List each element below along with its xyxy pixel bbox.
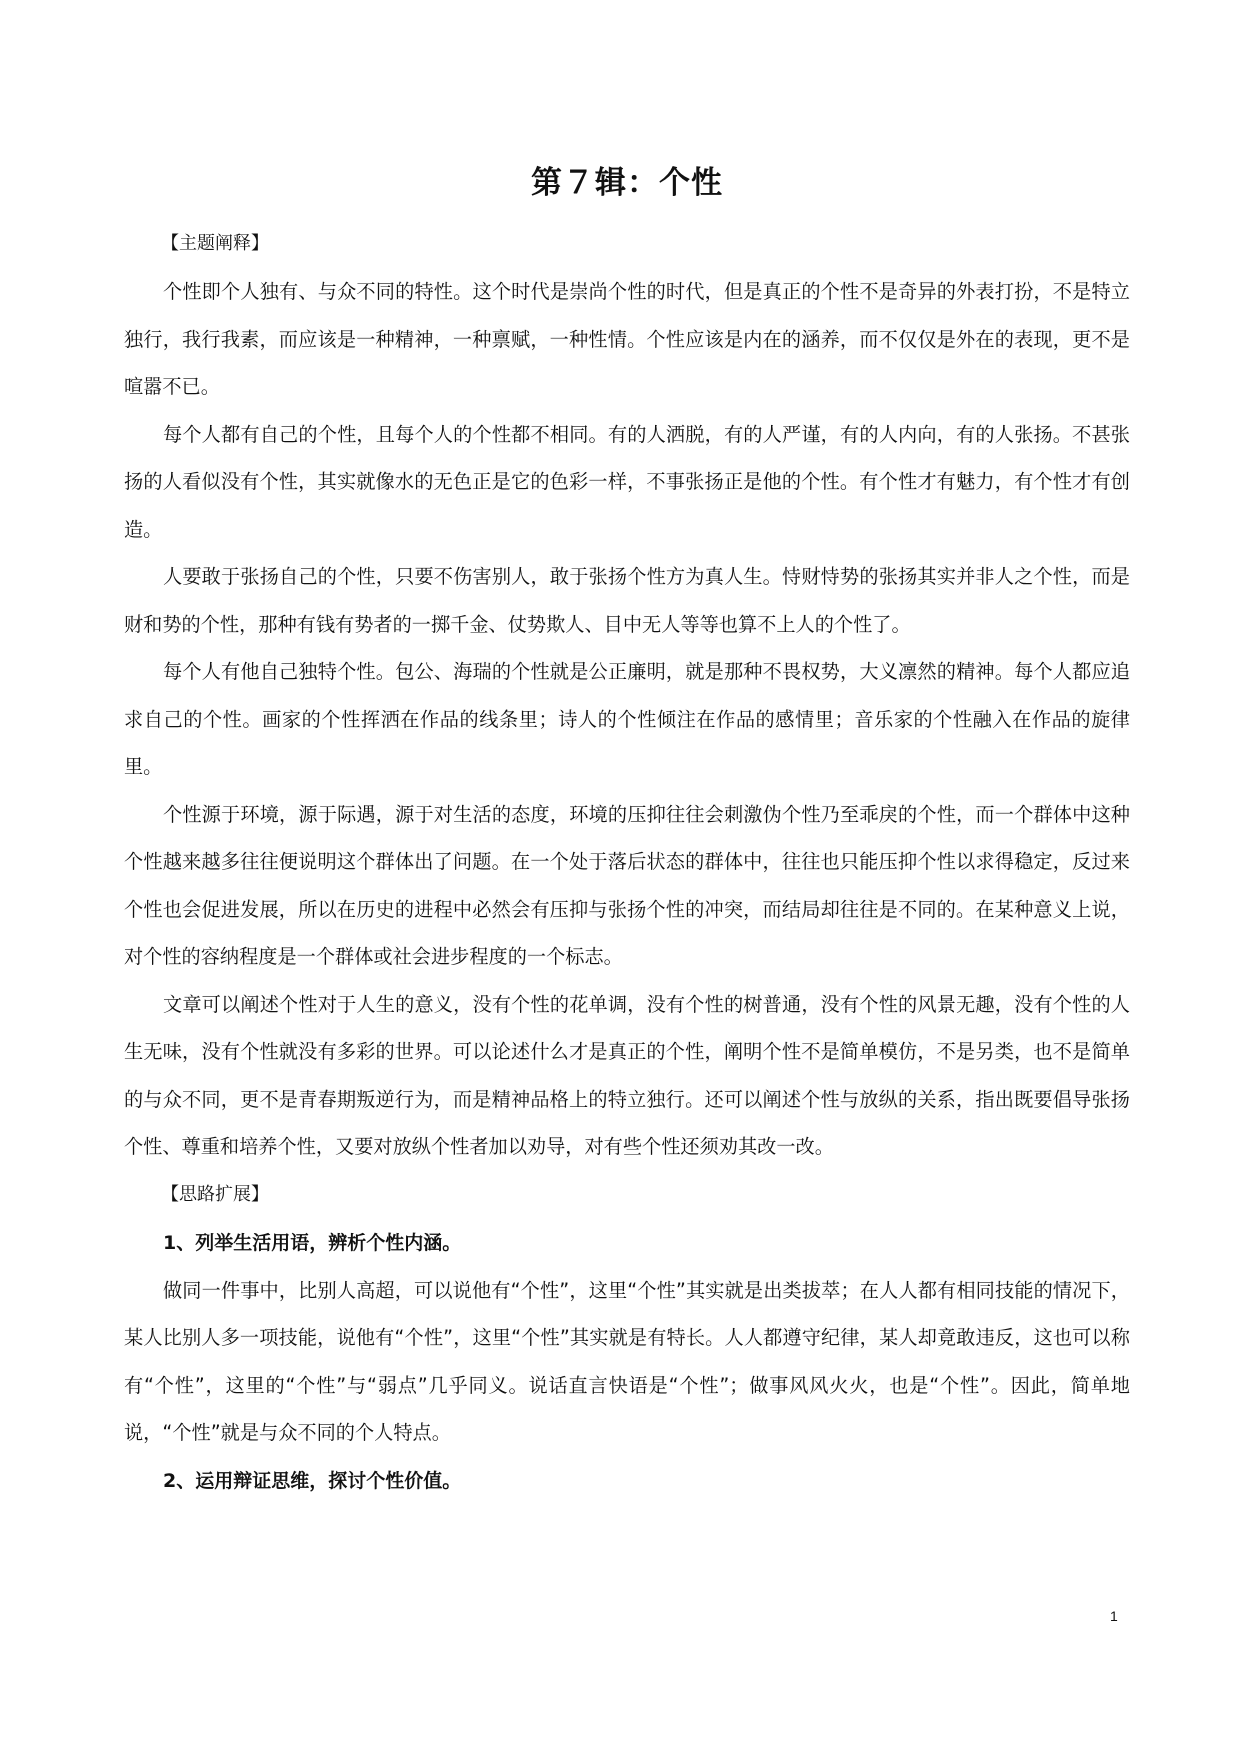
paragraph-theme-1: 个性即个人独有、与众不同的特性。这个时代是崇尚个性的时代，但是真正的个性不是奇异的外表打扮，不是特立独行，我行我素，而应该是一种精神，一种禀赋，一种性情。个性应该是内在的涵养，而不仅仅是外在的表现，更不是喧嚣不已。 xyxy=(124,280,1130,398)
paragraph-theme-2: 每个人都有自己的个性，且每个人的个性都不相同。有的人洒脱，有的人严谨，有的人内向，有的人张扬。不甚张扬的人看似没有个性，其实就像水的无色正是它的色彩一样，不事张扬正是他的个性。有个性才有魅力，有个性才有创造。 xyxy=(124,422,1130,541)
subheading-1: 1、列举生活用语，辨析个性内涵。 xyxy=(163,1231,462,1254)
paragraph-theme-3: 人要敢于张扬自己的个性，只要不伤害别人，敢于张扬个性方为真人生。恃财恃势的张扬其实并非人之个性，而是财和势的个性，那种有钱有势者的一掷千金、仗势欺人、目中无人等等也算不上人的个性了。 xyxy=(124,565,1130,636)
subheading-2: 2、运用辩证思维，探讨个性价值。 xyxy=(163,1469,462,1492)
page-number: 1 xyxy=(1110,1608,1118,1624)
section-heading-theme: 【主题阐释】 xyxy=(161,233,269,254)
paragraph-theme-4: 每个人有他自己独特个性。包公、海瑞的个性就是公正廉明，就是那种不畏权势，大义凛然的精神。每个人都应追求自己的个性。画家的个性挥洒在作品的线条里；诗人的个性倾注在作品的感情里；音乐家的个性融入在作品的旋律里。 xyxy=(124,660,1130,778)
paragraph-theme-5: 个性源于环境，源于际遇，源于对生活的态度，环境的压抑往往会刺激伪个性乃至乖戾的个性，而一个群体中这种个性越来越多往往便说明这个群体出了问题。在一个处于落后状态的群体中，往往也只能压抑个性以求得稳定，反过来个性也会促进发展，所以在历史的进程中必然会有压抑与张扬个性的冲突，而结局却往往是不同的。在某种意义上说，对个性的容纳程度是一个群体或社会进步程度的一个标志。 xyxy=(124,802,1130,968)
document-title: 第７辑：个性 xyxy=(531,165,723,201)
paragraph-theme-6: 文章可以阐述个性对于人生的意义，没有个性的花单调，没有个性的树普通，没有个性的风景无趣，没有个性的人生无味，没有个性就没有多彩的世界。可以论述什么才是真正的个性，阐明个性不是简单模仿，不是另类，也不是简单的与众不同，更不是青春期叛逆行为，而是精神品格上的特立独行。还可以阐述个性与放纵的关系，指出既要倡导张扬个性、尊重和培养个性，又要对放纵个性者加以劝导，对有些个性还须劝其改一改。 xyxy=(124,992,1130,1158)
section-heading-ideas: 【思路扩展】 xyxy=(161,1183,269,1205)
paragraph-ideas-1: 做同一件事中，比别人高超，可以说他有“个性”，这里“个性”其实就是出类拔萃；在人人都有相同技能的情况下，某人比别人多一项技能，说他有“个性”，这里“个性”其实就是有特长。人人都遵守纪律，某人却竟敢违反，这也可以称有“个性”，这里的“个性”与“弱点”几乎同义。说话直言快语是“个性”；做事风风火火，也是“个性”。因此，简单地说，“个性”就是与众不同的个人特点。 xyxy=(124,1278,1130,1444)
document-body xyxy=(124,150,1130,1505)
